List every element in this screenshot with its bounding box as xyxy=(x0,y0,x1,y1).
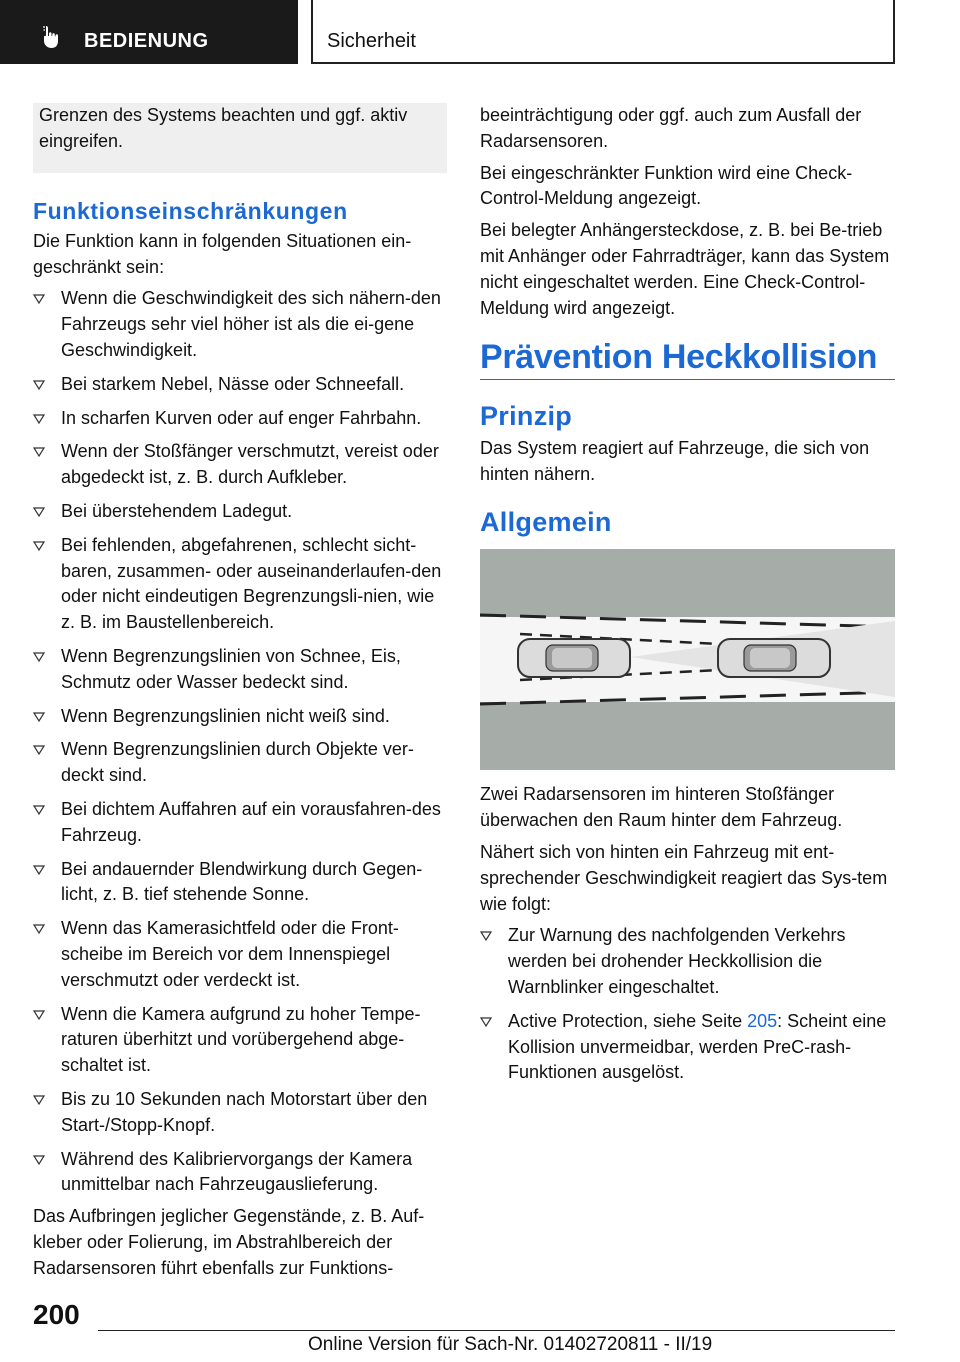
reaction-item-2-pre: Active Protection, siehe Seite xyxy=(508,1010,748,1031)
triangle-bullet-icon xyxy=(480,1017,492,1027)
list-item xyxy=(33,286,448,363)
list-item xyxy=(33,406,448,432)
triangle-bullet-icon xyxy=(33,414,45,424)
list-item xyxy=(33,916,448,993)
restriction-item-text: Bis zu 10 Sekunden nach Motorstart über den Start-/Stopp-Knopf. xyxy=(61,1088,428,1135)
right-column xyxy=(480,103,895,1094)
list-item xyxy=(33,704,448,730)
following-car xyxy=(518,639,630,677)
general-text-1: Zwei Radarsensoren im hinteren Stoßfänger überwachen den Raum hinter dem Fahrzeug. xyxy=(480,784,843,831)
list-item xyxy=(33,439,448,491)
triangle-bullet-icon xyxy=(33,1095,45,1105)
reaction-item-1: Zur Warnung des nachfolgenden Verkehrs werden bei drohender Heckkollision die Warnblinker eingeschaltet. xyxy=(508,925,846,997)
list-item xyxy=(33,857,448,909)
triangle-bullet-icon xyxy=(33,447,45,457)
list-item xyxy=(33,533,448,636)
page-link-205[interactable]: 205 xyxy=(747,1010,778,1031)
principle-text: Das System reagiert auf Fahrzeuge, die sich von hinten nähern. xyxy=(480,437,870,484)
list-item xyxy=(33,737,448,789)
page-title: Prävention Heckkollision xyxy=(480,345,895,380)
list-item xyxy=(33,797,448,849)
note-box xyxy=(33,103,447,173)
restriction-item-text: Während des Kalibriervorgangs der Kamera unmittelbar nach Fahrzeugauslieferung. xyxy=(61,1148,413,1195)
triangle-bullet-icon xyxy=(33,541,45,551)
list-item xyxy=(480,923,895,1000)
triangle-bullet-icon xyxy=(33,1155,45,1165)
triangle-bullet-icon xyxy=(33,805,45,815)
restrictions-outro: Das Aufbringen jeglicher Gegenstände, z. B. Auf-kleber oder Folierung, im Abstrahlbereich der Radarsensoren führt ebenfalls zur Funktions- xyxy=(33,1206,425,1278)
section-label: Sicherheit xyxy=(327,30,416,52)
restriction-item-text: Wenn das Kamerasichtfeld oder die Front-scheibe im Bereich vor dem Innenspiegel verschmutzt oder verdeckt ist. xyxy=(61,918,399,990)
restriction-item-text: Bei starkem Nebel, Nässe oder Schneefall. xyxy=(61,373,405,394)
restrictions-list xyxy=(33,286,448,1198)
general-text-2: Nähert sich von hinten ein Fahrzeug mit ent-sprechender Geschwindigkeit reagiert das Sys-tem wie folgt: xyxy=(480,841,888,914)
restriction-item-text: Wenn Begrenzungslinien nicht weiß sind. xyxy=(61,705,390,726)
continuation-text-3: Bei belegter Anhängersteckdose, z. B. bei Be-trieb mit Anhänger oder Fahrradträger, kann das System nicht eingeschaltet werden. Eine Check-Control-Meldung wird angezeigt. xyxy=(480,220,890,318)
list-item xyxy=(33,372,448,398)
rear-collision-illustration xyxy=(480,549,895,770)
restriction-item-text: Bei fehlenden, abgefahrenen, schlecht sicht-baren, zusammen- oder auseinanderlaufen-den oder nicht eindeutigen Begrenzungsli-nien, wie z. B. im Baustellenbereich. xyxy=(61,534,442,633)
list-item xyxy=(33,1002,448,1079)
chapter-label: BEDIENUNG xyxy=(84,30,209,52)
footer-rule xyxy=(98,1330,895,1331)
restriction-item-text: Wenn der Stoßfänger verschmutzt, vereist oder abgedeckt ist, z. B. durch Aufkleber. xyxy=(61,441,439,488)
list-item xyxy=(33,499,448,525)
restriction-item-text: Wenn die Kamera aufgrund zu hoher Tempe-raturen überhitzt und vorübergehend abge-schaltet ist. xyxy=(61,1003,421,1076)
own-car xyxy=(718,639,830,677)
restrictions-intro: Die Funktion kann in folgenden Situationen ein-geschränkt sein: xyxy=(33,230,412,277)
pointing-hand-icon xyxy=(40,24,66,50)
left-column xyxy=(33,199,448,1287)
triangle-bullet-icon xyxy=(33,380,45,390)
online-version-note: Online Version für Sach-Nr. 01402720811 - II/19 xyxy=(308,1334,713,1355)
restriction-item-text: Bei überstehendem Ladegut. xyxy=(61,500,293,521)
triangle-bullet-icon xyxy=(33,712,45,722)
triangle-bullet-icon xyxy=(33,865,45,875)
reaction-item-2-post: : Scheint eine Kollision unvermeidbar, werden PreC-rash-Funktionen ausgelöst. xyxy=(508,1010,887,1083)
general-heading: Allgemein xyxy=(480,506,612,537)
continuation-text-2: Bei eingeschränkter Funktion wird eine Check-Control-Meldung angezeigt. xyxy=(480,162,853,209)
chapter-tab[interactable] xyxy=(0,0,298,64)
triangle-bullet-icon xyxy=(33,507,45,517)
list-item xyxy=(480,1009,895,1086)
restriction-item-text: Bei andauernder Blendwirkung durch Gegen-licht, z. B. tief stehende Sonne. xyxy=(61,858,423,905)
triangle-bullet-icon xyxy=(33,652,45,662)
list-item xyxy=(33,644,448,696)
reaction-list xyxy=(480,923,895,1086)
restrictions-heading: Funktionseinschränkungen xyxy=(33,198,348,224)
section-tab xyxy=(311,0,895,64)
restriction-item-text: Wenn Begrenzungslinien von Schnee, Eis, Schmutz oder Wasser bedeckt sind. xyxy=(61,645,401,692)
triangle-bullet-icon xyxy=(33,745,45,755)
triangle-bullet-icon xyxy=(33,924,45,934)
list-item xyxy=(33,1147,448,1199)
restriction-item-text: In scharfen Kurven oder auf enger Fahrbahn. xyxy=(61,407,422,428)
triangle-bullet-icon xyxy=(33,294,45,304)
continuation-text-1: beeinträchtigung oder ggf. auch zum Ausfall der Radarsensoren. xyxy=(480,105,862,151)
note-text: Grenzen des Systems beachten und ggf. aktiv eingreifen. xyxy=(39,105,408,151)
restriction-item-text: Bei dichtem Auffahren auf ein vorausfahren-des Fahrzeug. xyxy=(61,798,441,845)
list-item xyxy=(33,1087,448,1139)
triangle-bullet-icon xyxy=(480,931,492,941)
page-number: 200 xyxy=(33,1299,80,1330)
principle-heading: Prinzip xyxy=(480,401,573,432)
triangle-bullet-icon xyxy=(33,1010,45,1020)
restriction-item-text: Wenn die Geschwindigkeit des sich nähern-den Fahrzeugs sehr viel höher ist als die ei-gene Geschwindigkeit. xyxy=(61,288,441,360)
restriction-item-text: Wenn Begrenzungslinien durch Objekte ver-deckt sind. xyxy=(61,739,414,786)
